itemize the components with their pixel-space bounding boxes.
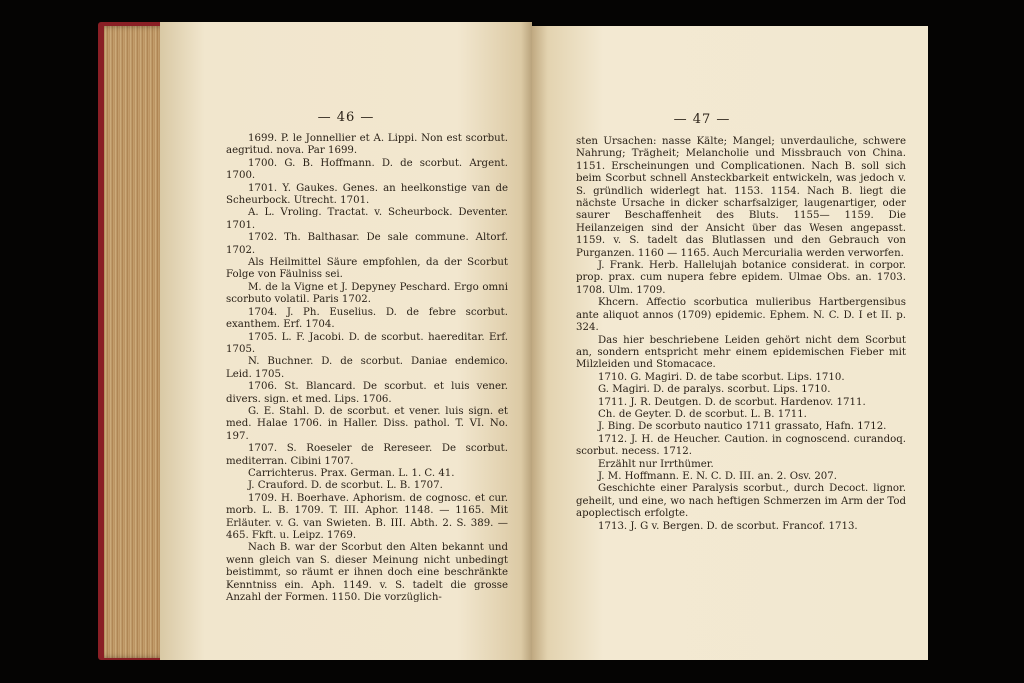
- text-paragraph: 1710. G. Magiri. D. de tabe scorbut. Lips. 1710.: [598, 371, 845, 383]
- text-paragraph: 1699. P. le Jonnellier et A. Lippi. Non est scorbut. aegritud. nova. Par 1699.: [226, 133, 508, 157]
- text-paragraph: J. Crauford. D. de scorbut. L. B. 1707.: [248, 480, 443, 492]
- text-paragraph: Carrichterus. Prax. German. L. 1. C. 41.: [248, 467, 455, 479]
- text-paragraph: 1712. J. H. de Heucher. Caution. in cognoscend. curandoq. scorbut. necess. 1712.: [576, 433, 906, 458]
- text-paragraph: Als Heilmittel Säure empfohlen, da der Scorbut Folge von Fäulniss sei.: [226, 257, 508, 281]
- text-paragraph: Geschichte einer Paralysis scorbut., durch Decoct. lignor. geheilt, und eine, wo nach heftigen Schmerzen im Arm der Tod apoplectisch erfolgte.: [576, 483, 906, 520]
- text-paragraph: 1706. St. Blancard. De scorbut. et luis vener. divers. sign. et med. Lips. 1706.: [226, 381, 508, 405]
- text-paragraph: 1711. J. R. Deutgen. D. de scorbut. Hardenov. 1711.: [598, 396, 866, 408]
- text-paragraph: G. Magiri. D. de paralys. scorbut. Lips. 1710.: [598, 384, 831, 396]
- text-paragraph: Erzählt nur Irrthümer.: [598, 458, 714, 470]
- page-number: — 46 —: [317, 110, 375, 125]
- right-page: [532, 26, 928, 660]
- open-book: [92, 18, 934, 663]
- text-paragraph: J. Frank. Herb. Hallelujah botanice considerat. in corpor. prop. prax. cum nupera febre epidem. Ulmae Obs. an. 1703. 1708. Ulm. 1709.: [576, 260, 906, 296]
- text-paragraph: Nach B. war der Scorbut den Alten bekannt und wenn gleich van S. dieser Meinung nicht unbedingt beistimmt, so räumt er ihnen doch eine beschränkte Kenntniss ein. Aph. 1149. v. S. tadelt die grosse Anzahl der Formen. 1150. Die vorzüglich-: [226, 542, 508, 604]
- page-edges: [104, 26, 168, 658]
- text-paragraph: 1702. Th. Balthasar. De sale commune. Altorf. 1702.: [226, 232, 508, 256]
- text-paragraph: sten Ursachen: nasse Kälte; Mangel; unverdauliche, schwere Nahrung; Trägheit; Melancholie und Missbrauch von China. 1151. Erscheinungen und Complicationen. Nach B. soll sich beim Scorbut schnell Ansteckbarkeit entwickeln, was jedoch v. S. gründlich widerlegt hat. 1153. 1154. Nach B. liegt die nächste Ursache in dicker scharfsalziger, laugenartiger, oder saurer Beschaffenheit des Bluts. 1155— 1159. Die Heilanzeigen sind der Ansicht über das Wesen angepasst. 1159. v. S. tadelt das Blutlassen und den Gebrauch von Purganzen. 1160 — 1165. Auch Mercurialia werden verworfen.: [576, 136, 906, 259]
- text-paragraph: Ch. de Geyter. D. de scorbut. L. B. 1711.: [598, 408, 807, 420]
- text-paragraph: J. M. Hoffmann. E. N. C. D. III. an. 2. Osv. 207.: [598, 470, 838, 482]
- page-text: [226, 133, 508, 604]
- text-paragraph: G. E. Stahl. D. de scorbut. et vener. luis sign. et med. Halae 1706. in Haller. Diss. pathol. T. VI. No. 197.: [226, 405, 508, 442]
- text-paragraph: J. Bing. De scorbuto nautico 1711 grassato, Hafn. 1712.: [598, 421, 887, 433]
- page-text: [576, 136, 906, 533]
- text-paragraph: A. L. Vroling. Tractat. v. Scheurbock. Deventer. 1701.: [226, 207, 508, 231]
- left-page: [160, 22, 532, 660]
- text-paragraph: 1704. J. Ph. Euselius. D. de febre scorbut. exanthem. Erf. 1704.: [226, 306, 508, 331]
- text-paragraph: 1707. S. Roeseler de Rereseer. De scorbut. mediterran. Cibini 1707.: [226, 443, 508, 467]
- text-paragraph: 1701. Y. Gaukes. Genes. an heelkonstige van de Scheurbock. Utrecht. 1701.: [226, 182, 508, 207]
- text-paragraph: Das hier beschriebene Leiden gehört nicht dem Scorbut an, sondern entspricht mehr einem epidemischen Fieber mit Milzleiden und Stomacace.: [576, 334, 906, 371]
- text-paragraph: 1705. L. F. Jacobi. D. de scorbut. haereditar. Erf. 1705.: [226, 331, 508, 355]
- text-paragraph: 1713. J. G v. Bergen. D. de scorbut. Francof. 1713.: [598, 520, 858, 532]
- page-number: — 47 —: [673, 112, 731, 127]
- text-paragraph: Khcern. Affectio scorbutica mulieribus Hartbergensibus ante aliquot annos (1709) epidemic. Ephem. N. C. D. I et II. p. 324.: [576, 297, 906, 334]
- text-paragraph: M. de la Vigne et J. Depyney Peschard. Ergo omni scorbuto volatil. Paris 1702.: [226, 281, 508, 306]
- text-paragraph: 1709. H. Boerhave. Aphorism. de cognosc. et cur. morb. L. B. 1709. T. III. Aphor. 1148. — 1165. Mit Erläuter. v. G. van Swieten. B. III. Abth. 2. S. 389. — 465. Fkft. u. Leipz. 1769.: [226, 492, 508, 541]
- text-paragraph: 1700. G. B. Hoffmann. D. de scorbut. Argent. 1700.: [226, 157, 508, 182]
- text-paragraph: N. Buchner. D. de scorbut. Daniae endemico. Leid. 1705.: [226, 356, 508, 380]
